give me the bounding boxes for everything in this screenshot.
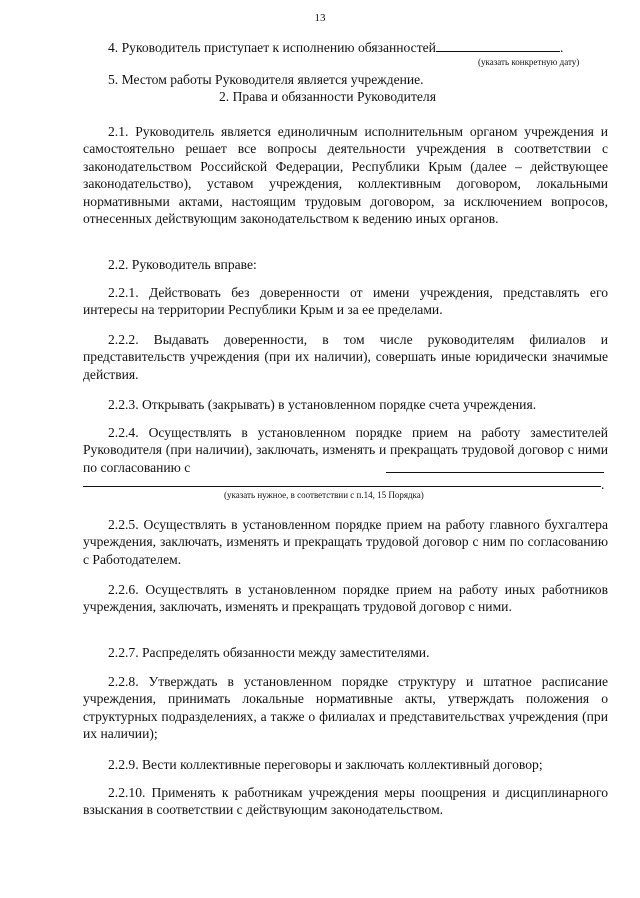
- paragraph-2-2-7: 2.2.7. Распределять обязанности между заместителями.: [108, 645, 430, 660]
- agreement-blank-2: [83, 486, 601, 487]
- paragraph-2-2-3: 2.2.3. Открывать (закрывать) в установленном порядке счета учреждения.: [108, 397, 537, 412]
- agreement-blank-1: [386, 472, 604, 473]
- section-title: 2. Права и обязанности Руководителя: [219, 89, 436, 104]
- paragraph-2-2-4: 2.2.4. Осуществлять в установленном порядке прием на работу заместителей Руководителя (при наличии), заключать, изменять и прекращать трудовой договор с ними по согласованию с: [83, 425, 608, 475]
- page-number: 13: [314, 12, 326, 24]
- item-5: 5. Местом работы Руководителя является учреждение.: [108, 72, 424, 87]
- paragraph-2-2-6: 2.2.6. Осуществлять в установленном порядке прием на работу иных работников учреждения, заключать, изменять и прекращать трудовой договор с ними.: [83, 582, 608, 615]
- paragraph-2-2-2: 2.2.2. Выдавать доверенности, в том числе руководителям филиалов и представительств учреждения (при их наличии), совершать иные юридически значимые действия.: [83, 332, 608, 382]
- paragraph-2-2-5: 2.2.5. Осуществлять в установленном порядке прием на работу главного бухгалтера учреждения, заключать, изменять и прекращать трудовой договор с ним по согласованию с Работодателем.: [83, 517, 608, 567]
- paragraph-2-2-4-end: .: [601, 477, 605, 492]
- date-blank: [436, 39, 560, 52]
- paragraph-2-1: 2.1. Руководитель является единоличным исполнительным органом учреждения и самостоятельно решает все вопросы деятельности учреждения в соответствии с законодательством Российской Федерации, Республики Крым (далее – действующее законодательство), уставом учреждения, коллективным договором, локальными нормативными актами, настоящим трудовым договором, за исключением вопросов, отнесенных действующим законодательством к ведению иных органов.: [83, 124, 608, 227]
- paragraph-2-2-8: 2.2.8. Утверждать в установленном порядке структуру и штатное расписание учреждения, принимать локальные нормативные акты, утверждать положения о структурных подразделениях, а также о филиалах и представительствах учреждения (при их наличии);: [83, 674, 608, 742]
- agreement-hint: (указать нужное, в соответствии с п.14, 15 Порядка): [224, 490, 424, 500]
- paragraph-2-2-1: 2.2.1. Действовать без доверенности от имени учреждения, представлять его интересы на территории Республики Крым и за ее пределами.: [83, 285, 608, 318]
- paragraph-2-2: 2.2. Руководитель вправе:: [108, 257, 257, 272]
- item-4: [108, 39, 563, 56]
- date-hint: (указать конкретную дату): [478, 57, 580, 67]
- paragraph-2-2-10: 2.2.10. Применять к работникам учреждения меры поощрения и дисциплинарного взыскания в соответствии с действующим законодательством.: [83, 785, 608, 818]
- item-4-end: .: [559, 40, 564, 55]
- item-4-text: 4. Руководитель приступает к исполнению обязанностей: [108, 40, 436, 55]
- paragraph-2-2-9: 2.2.9. Вести коллективные переговоры и заключать коллективный договор;: [108, 757, 543, 772]
